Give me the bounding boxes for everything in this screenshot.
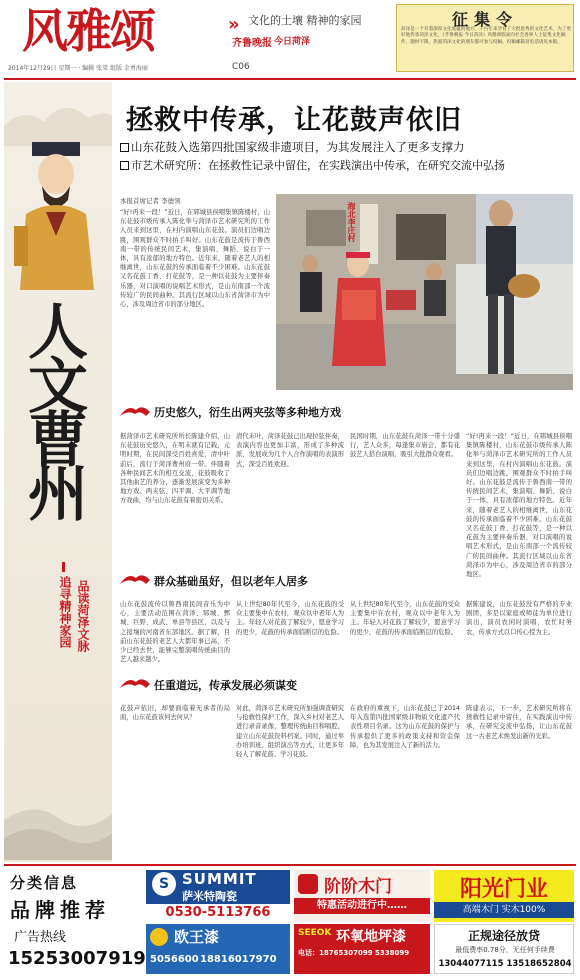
yangguang-name: 阳光门业 bbox=[459, 877, 548, 902]
section-icon bbox=[120, 572, 150, 586]
section-paragraph: 从上世纪80年代至今，山东花鼓的受众主要集中在农村，观众以中老年人为主。年轻人对花鼓了解较少，愿意学习的更少，花鼓的传承面临断层的危险。 bbox=[236, 601, 344, 636]
jieji-name: 阶阶木门 bbox=[324, 877, 392, 897]
ad-ouwang[interactable] bbox=[146, 924, 290, 974]
page-number: C06 bbox=[232, 62, 250, 72]
loan-rate: 最低费率0.78分，无任何手续费 bbox=[455, 946, 555, 954]
section-title-history: 历史悠久，衍生出两夹弦等多种地方戏 bbox=[154, 406, 341, 419]
column-mark bbox=[62, 562, 65, 572]
yangguang-sub: 高端木门 实木100% bbox=[434, 902, 574, 918]
headline: 拯救中传承，让花鼓声依旧 bbox=[126, 105, 462, 136]
huanyang-phone: 电话：18765307099 5338099 bbox=[298, 949, 410, 957]
column-subtitle-1: 追寻精神家园 bbox=[58, 576, 72, 648]
summit-phone: 0530-5113766 bbox=[146, 904, 290, 922]
ink-waves-illustration bbox=[4, 790, 112, 860]
section-title-audience: 群众基础虽好，但以老年人居多 bbox=[154, 575, 308, 588]
notice-title: 征集令 bbox=[451, 10, 518, 29]
header-divider bbox=[4, 78, 576, 80]
section-paragraph: 花鼓声依旧，却要面临着无承者的局面，山东花鼓该何去何从？ bbox=[120, 705, 230, 722]
ad-hotline-number[interactable]: 15253007919 bbox=[8, 948, 146, 969]
newspaper-logo: 齐鲁晚报 bbox=[232, 38, 272, 49]
intro-paragraph: “好!再来一段！”近日，在郓城县侯咽集镇陈楼村，山东花鼓市级传承人陈化举与菏泽市艺术研究所的工作人员来到这里，在村内演唱山东花鼓。演员们边唱边跳，围观群众不时拍手叫好。山东花鼓是流传于鲁西南一带的传统民间艺术，集演唱、舞蹈、说白于一体，具有浓郁的地方特色。近年来，随着老艺人的相继离世，山东花鼓的传承面临着不少困难。山东花鼓又名花鼓丁香、打花鼓等，是一种以花鼓为主要伴奏乐器，对口演唱的说唱艺术形式，是山东南部一个流传较广的民间曲种。其流行区域以山东省菏泽市为中心，涉及周边省市的部分地区。 bbox=[120, 209, 270, 309]
byline: 本报首席记者 李德领 bbox=[120, 197, 181, 205]
ad-huanyang[interactable] bbox=[294, 924, 430, 974]
ad-yangguang[interactable] bbox=[434, 870, 574, 922]
summit-name: 萨米特陶瓷 bbox=[182, 890, 237, 903]
section-paragraph: 民国时期，山东花鼓在菏泽一带十分盛行，艺人众多，每逢集市庙会，都有花鼓艺人搭台演唱，吸引大批群众观看。 bbox=[350, 433, 460, 459]
section-title-future: 任重道远，传承发展必须谋变 bbox=[154, 679, 297, 692]
call-for-submissions bbox=[396, 4, 574, 72]
column-title: 人文曹州 bbox=[18, 300, 88, 516]
column-brand: 风雅颂 bbox=[22, 4, 154, 58]
section-paragraph: 对此，菏泽市艺术研究所加强调查研究与抢救性保护工作，深入乡村对老艺人进行录音录像，整理传统曲目和唱腔，建立山东花鼓资料档案。同时，通过举办培训班、组织演出等方式，让更多年轻人了解花鼓、学习花鼓。 bbox=[236, 705, 344, 759]
newspaper-edition: 今日菏泽 bbox=[274, 37, 311, 47]
notice-text: 菏泽是一个有着深厚文化底蕴的地方，千百年来孕育了大批优秀的文化艺术。为了更好地传承菏泽文化，《齐鲁晚报·今日菏泽》风雅颂版面向社会各界人士征集文化稿件，题材不限，热爱菏泽文化的朋友都可参与投稿。投稿邮箱及电话请见本版。 bbox=[401, 27, 571, 45]
subheadline-1: 山东花鼓入选第四批国家级非遗项目，为其发展注入了更多支撑力 bbox=[120, 139, 465, 155]
jieji-promo: 特惠活动进行中…… bbox=[294, 898, 430, 914]
brand-arrow-icon: » bbox=[228, 14, 240, 35]
section-paragraph: 据菏泽市艺术研究所所长陈建介绍，山东花鼓历史悠久，在明末就有记载，元明时期，在民间深受百姓喜爱，清中叶前后，流行于菏泽曹州府一带。伴随着各种民间艺术的相互交流，花鼓吸收了其他曲艺的养分，逐渐发展演变为多种地方戏。两夹弦、四平调、大平调等地方戏曲，均与山东花鼓有着密切关系。 bbox=[120, 433, 230, 505]
clouds-illustration bbox=[4, 86, 112, 146]
section-icon bbox=[120, 404, 150, 418]
ouwang-name: 欧王漆 bbox=[174, 928, 220, 946]
checkbox-icon bbox=[120, 161, 129, 170]
village-sign: 海北李庄村 bbox=[347, 202, 356, 242]
section-paragraph: 从上世纪80年代至今，山东花鼓的受众主要集中在农村，观众以中老年人为主。年轻人对花鼓了解较少，愿意学习的更少，花鼓的传承面临断层的危险。 bbox=[350, 601, 460, 636]
photo-scene bbox=[276, 194, 573, 390]
huanyang-logo: SEEOK bbox=[298, 928, 332, 938]
subheadline-2: 市艺术研究所：在拯救性记录中留住，在实践演出中传承，在研究交流中弘扬 bbox=[120, 157, 505, 173]
ad-jieji[interactable] bbox=[294, 870, 430, 922]
ad-loan[interactable] bbox=[434, 924, 574, 974]
ad-hotline-label: 广告热线 bbox=[14, 930, 67, 945]
loan-phone: 13044077115 13518652804 bbox=[438, 959, 572, 969]
section-icon bbox=[120, 676, 150, 690]
summit-brand: SUMMIT bbox=[182, 870, 257, 888]
huanyang-name: 环氧地坪漆 bbox=[336, 929, 406, 945]
section-paragraph: 在政府的重视下，山东花鼓已于2014年入选第四批国家级非物质文化遗产代表性项目名录。这为山东花鼓的保护与传承提供了更多的政策支持和资金保障，也为其发展注入了新的活力。 bbox=[350, 705, 460, 749]
performance-photo bbox=[276, 194, 573, 390]
section-paragraph: “好!再来一段！”近日，在郓城县侯咽集镇陈楼村，山东花鼓市级传承人陈化举与菏泽市艺术研究所的工作人员来到这里，在村内演唱山东花鼓。演员们边唱边跳，围观群众不时拍手叫好。山东花鼓是流传于鲁西南一带的传统民间艺术，集演唱、舞蹈、说白于一体，具有浓郁的地方特色。近年来，随着老艺人的相继离世，山东花鼓的传承面临着不少困难。山东花鼓又名花鼓丁香、打花鼓等，是一种以花鼓为主要伴奏乐器，对口演唱的说唱艺术形式，是山东南部一个流传较广的民间曲种。其流行区域以山东省菏泽市为中心，涉及周边省市的部分地区。 bbox=[466, 433, 572, 579]
section-paragraph: 山东花鼓流传以鲁西南民间音乐为中心，主要活动范围在菏泽、郓城、鄄城、巨野、成武、单县等县区，以及与之接壤的河南省东部地区。据了解，目前山东花鼓的老艺人大都年事已高，不少已经去世，能够完整演唱传统曲目的艺人越来越少。 bbox=[120, 601, 230, 664]
ouwang-phone-1: 5056600 bbox=[150, 954, 199, 965]
checkbox-icon bbox=[120, 143, 129, 152]
section-paragraph: 据陈建说，山东花鼓没有严格的专业剧团，多是以家庭或师徒为单位进行演出，演员农闲时演唱，农忙时务农，传承方式以口传心授为主。 bbox=[466, 601, 572, 636]
section-paragraph: 陈建表示，下一步，艺术研究所将在拯救性记录中留住，在实践演出中传承，在研究交流中弘扬，让山东花鼓这一古老艺术焕发出新的光彩。 bbox=[466, 705, 572, 740]
scholar-portrait bbox=[12, 140, 100, 290]
summit-logo-icon: S bbox=[152, 872, 176, 896]
loan-title: 正规途径放贷 bbox=[467, 929, 540, 943]
column-slogan: 文化的土壤 精神的家园 bbox=[248, 14, 362, 27]
jieji-logo-icon bbox=[298, 874, 318, 894]
date-line: 2014年12月29日 星期一 · 编辑 张棠 组版 金勇海丽 bbox=[8, 65, 148, 72]
column-subtitle-2: 品读菏泽文脉 bbox=[76, 580, 90, 652]
section-paragraph: 清代末叶，菏泽花鼓已出现拉弦伴奏，表演内容也更加丰富，形成了多种流派，发展成为几个人合作演唱的表演形式，深受百姓欢迎。 bbox=[236, 433, 344, 468]
ad-category: 分类信息 bbox=[10, 874, 79, 892]
ouwang-phone-2: 18816017970 bbox=[200, 954, 277, 965]
ouwang-logo-icon bbox=[150, 928, 168, 946]
ad-brand-title: 品牌推荐 bbox=[10, 898, 110, 922]
ad-summit[interactable] bbox=[146, 870, 290, 922]
